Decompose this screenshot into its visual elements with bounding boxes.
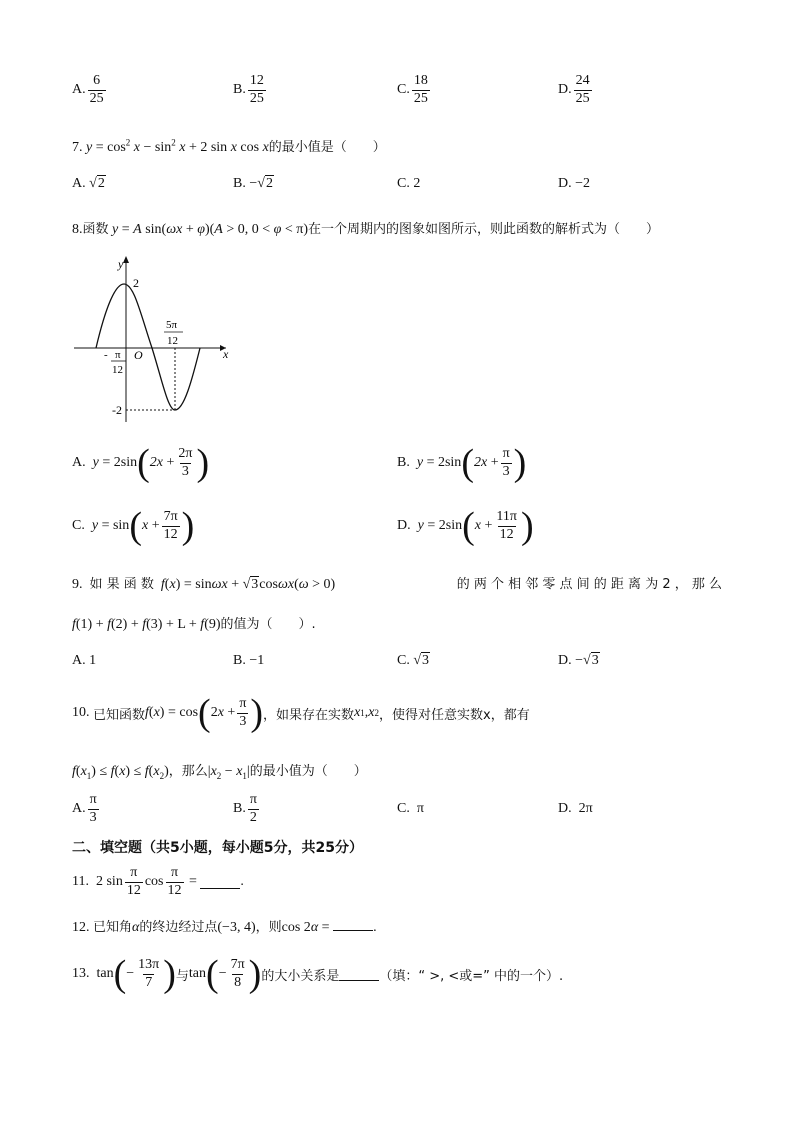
x-axis-label: x — [223, 347, 229, 361]
q10-option-a: A. $\frac{\pi}{3}$ — [72, 792, 97, 825]
q11-stem: 11. 2 sin $\frac{\pi}{12}$ cos $\frac{\pi}{12}$ = . — [72, 865, 244, 898]
q11-answer-blank[interactable] — [200, 876, 240, 889]
q9-option-c: C. √3 — [397, 653, 430, 668]
q10-option-b: B. $\frac{\pi}{2}$ — [233, 792, 257, 825]
q6-option-b: B. $\frac{12}{25}$ — [233, 73, 264, 106]
section-title: 二、填空题（共5小题，每小题5分，共25分） — [72, 840, 363, 856]
q13-answer-blank[interactable] — [339, 968, 379, 981]
q12-answer-blank[interactable] — [333, 918, 373, 931]
q8-option-b: B. y = 2 sin ( 2x + $\frac{\pi}{3}$ ) — [397, 442, 527, 484]
sine-curve — [96, 284, 200, 410]
q9-option-b: B. −1 — [233, 653, 265, 668]
q8-option-c: C. y = sin ( x + $\frac{7\pi}{12}$ ) — [72, 505, 195, 547]
q13-stem: 13. tan ( − $\frac{13\pi}{7}$ ) 与 tan ( − $\frac{7\pi}{8}$ ) 的大小关系是 （填：“ >, <或=” 中的一个）. — [72, 953, 564, 995]
q7-option-b: B. −√2 — [233, 176, 273, 191]
q10-option-d: D. 2π — [558, 801, 593, 816]
q7-option-c: C. 2 — [397, 176, 421, 191]
left-label-num: π — [115, 349, 121, 361]
q9-stem-line2: f(1) + f(2) + f(3) + L + f(9)的值为（ ）. — [72, 617, 316, 632]
q8-option-a: A. y = 2 sin ( 2x + $\frac{2\pi}{3}$ ) — [72, 442, 210, 484]
min-label: -2 — [112, 403, 122, 417]
q7-stem: 7. $y = \cos^2 x - \sin^2 x + 2$ sin x cos x的最小值是（ ） — [72, 137, 386, 155]
q8-option-d: D. y = 2 sin ( x + $\frac{11\pi}{12}$ ) — [397, 505, 534, 547]
q9-option-a: A. 1 — [72, 653, 97, 668]
right-label-num: 5π — [166, 319, 178, 331]
q6-option-d: D. $\frac{24}{25}$ — [558, 73, 590, 106]
q9-option-d: D. −√3 — [558, 653, 599, 668]
left-label-den: 12 — [112, 364, 123, 376]
q8-graph — [68, 252, 238, 424]
q7-option-d: D. −2 — [558, 176, 591, 191]
q12-stem: 12. 已知角α的终边经过点(−3, 4)，则cos 2α = . — [72, 920, 377, 935]
q8-stem: 8.函数 y = A sin(ωx + φ)(A > 0, 0 < φ < π)在一个周期内的图象如图所示，则此函数的解析式为（ ） — [72, 222, 660, 237]
q6-option-a: A. $\frac{6}{25}$ — [72, 73, 104, 106]
q7-option-a: A. √2 — [72, 176, 105, 191]
q10-stem-line1: 10. 已知函数 f ( x ) = cos ( 2 x + $\frac{\pi}{3}$ ) ，如果存在实数 x 1 , x 2 ，使得对任意实数x，都有 — [72, 692, 530, 734]
q10-option-c: C. π — [397, 801, 424, 816]
left-label-sign: - — [104, 349, 108, 361]
max-label: 2 — [133, 276, 139, 290]
q6-option-c: C. $\frac{18}{25}$ — [397, 73, 428, 106]
y-axis-label: y — [118, 257, 124, 271]
y-axis-arrow — [123, 256, 129, 263]
origin-label: O — [134, 348, 143, 362]
q9-stem-line1: 9. 如 果 函 数 f(x) = sinωx + √3cosωx(ω > 0) 的 两 个 相 邻 零 点 间 的 距 离 为 2 ， 那 么 — [72, 577, 722, 592]
right-label-den: 12 — [167, 335, 178, 347]
q10-stem-line2: $f(x_1) \le f(x) \le f(x_2)$，那么$|x_2 - x_1|$的最小值为（ ） — [72, 764, 367, 781]
